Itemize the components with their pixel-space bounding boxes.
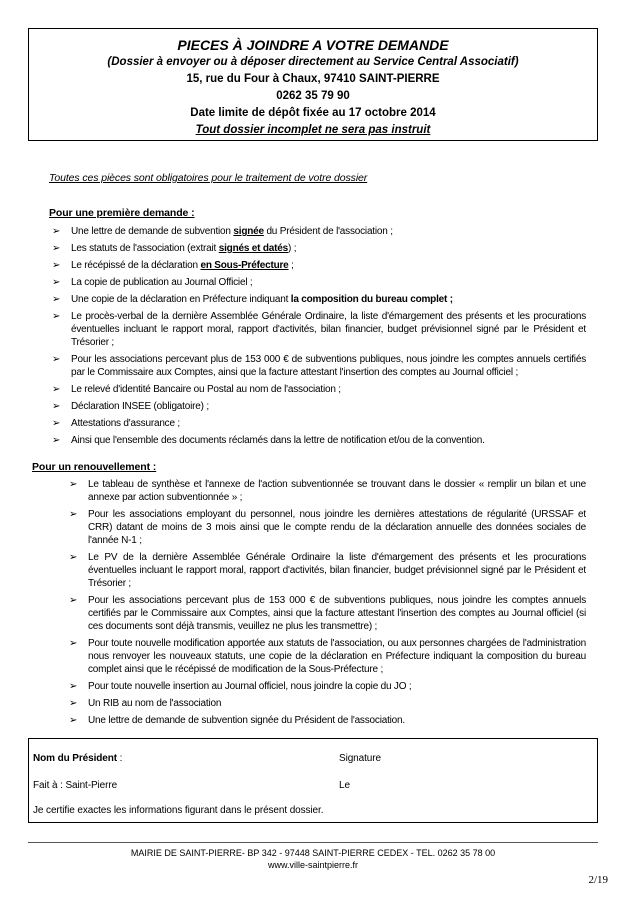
arrow-bullet-icon: ➢ [52, 260, 61, 271]
arrow-bullet-icon: ➢ [52, 311, 61, 322]
list-item [69, 714, 586, 727]
item-emphasis: en Sous-Préfecture [200, 260, 289, 271]
item-emphasis: signés et datés [218, 243, 288, 254]
item-text-end: du Président de l'association ; [263, 226, 393, 237]
made-at-label: Fait à : Saint-Pierre [33, 780, 118, 791]
signature-label: Signature [339, 753, 381, 764]
list-item [69, 508, 586, 547]
arrow-bullet-icon: ➢ [69, 715, 78, 726]
header-deadline: Date limite de dépôt fixée au 17 octobre 2014 [190, 107, 436, 119]
arrow-bullet-icon: ➢ [69, 552, 78, 563]
footer-website: www.ville-saintpierre.fr [267, 860, 359, 870]
item-text: Ainsi que l'ensemble des documents réclamés dans la lettre de notification et/ou de la convention. [71, 435, 485, 446]
item-text-end: ; [288, 260, 294, 271]
item-text: Le PV de la dernière Assemblée Générale Ordinaire la liste d'émargement des présents et les procurations éventuelles incluant le rapport moral, rapport d'activités, bilan financier, budget prévisionnel signé par le Président et Trésorier ; [88, 552, 586, 589]
arrow-bullet-icon: ➢ [52, 418, 61, 429]
list-item [52, 293, 586, 306]
arrow-bullet-icon: ➢ [69, 509, 78, 520]
header-box [28, 28, 598, 141]
list-item [52, 310, 586, 349]
item-text: Le récépissé de la déclaration [71, 260, 201, 271]
president-colon: : [116, 753, 123, 764]
intro-text: Toutes ces pièces sont obligatoires pour le traitement de votre dossier [49, 172, 368, 184]
item-emphasis: signée [233, 226, 264, 237]
arrow-bullet-icon: ➢ [52, 294, 61, 305]
date-label: Le [339, 780, 350, 791]
item-text: Le procès-verbal de la dernière Assemblée Générale Ordinaire, la liste d'émargement des présents et les procurations éventuelles incluant le rapport moral, rapport d'activités, bilan financier, budget prévisionnel signé par le Président et Trésorier ; [71, 311, 586, 348]
list-item [69, 478, 586, 504]
item-text: Attestations d'assurance ; [71, 418, 180, 429]
list-item [52, 276, 586, 289]
item-text: Le relevé d'identité Bancaire ou Postal au nom de l'association ; [71, 384, 341, 395]
renewal-list [69, 478, 586, 731]
page-number: 2/19 [588, 874, 608, 886]
list-item [69, 637, 586, 676]
arrow-bullet-icon: ➢ [52, 435, 61, 446]
item-text: Une lettre de demande de subvention [71, 226, 234, 237]
item-emphasis: la composition du bureau complet ; [290, 294, 453, 305]
list-item [52, 400, 586, 413]
footer-address: MAIRIE DE SAINT-PIERRE- BP 342 - 97448 SAINT-PIERRE CEDEX - TEL. 0262 35 78 00 [130, 848, 496, 858]
arrow-bullet-icon: ➢ [52, 243, 61, 254]
item-text-end: ) ; [287, 243, 297, 254]
list-item [69, 680, 586, 693]
list-item [52, 383, 586, 396]
signature-box [28, 738, 598, 823]
arrow-bullet-icon: ➢ [69, 638, 78, 649]
item-text: Pour les associations employant du personnel, nous joindre les dernières attestations de régularité (URSSAF et CRR) datant de moins de 3 mois ainsi que le compte rendu de la déclaration annuelle des données sociales de l'année N-1 ; [88, 509, 586, 546]
arrow-bullet-icon: ➢ [52, 354, 61, 365]
item-text: Une lettre de demande de subvention signée du Président de l'association. [88, 715, 405, 726]
list-item [52, 434, 586, 447]
item-text: Une copie de la déclaration en Préfecture indiquant [71, 294, 291, 305]
list-item [52, 353, 586, 379]
arrow-bullet-icon: ➢ [52, 384, 61, 395]
item-text: Un RIB au nom de l'association [88, 698, 222, 709]
header-subtitle: (Dossier à envoyer ou à déposer directement au Service Central Associatif) [107, 56, 519, 68]
item-text: Le tableau de synthèse et l'annexe de l'action subventionnée se trouvant dans le dossier « remplir un bilan et une annexe par action subventionnée » ; [88, 479, 586, 503]
arrow-bullet-icon: ➢ [69, 698, 78, 709]
header-warning: Tout dossier incomplet ne sera pas instruit [195, 124, 431, 136]
page-title: PIECES À JOINDRE A VOTRE DEMANDE [177, 37, 449, 53]
first-request-list [52, 225, 586, 451]
list-item [52, 259, 586, 272]
certify-text: Je certifie exactes les informations figurant dans le présent dossier. [33, 805, 324, 816]
list-item [69, 697, 586, 710]
list-item [52, 417, 586, 430]
list-item [52, 225, 586, 238]
president-row [33, 753, 593, 764]
made-at-row [33, 780, 593, 791]
arrow-bullet-icon: ➢ [52, 226, 61, 237]
arrow-bullet-icon: ➢ [52, 277, 61, 288]
renewal-heading: Pour un renouvellement : [32, 461, 157, 473]
arrow-bullet-icon: ➢ [52, 401, 61, 412]
header-phone: 0262 35 79 90 [276, 90, 350, 102]
arrow-bullet-icon: ➢ [69, 595, 78, 606]
first-request-heading: Pour une première demande : [49, 207, 195, 219]
item-text: La copie de publication au Journal Officiel ; [71, 277, 253, 288]
arrow-bullet-icon: ➢ [69, 479, 78, 490]
item-text: Déclaration INSEE (obligatoire) ; [71, 401, 209, 412]
item-text: Pour les associations percevant plus de 153 000 € de subventions publiques, nous joindre les comptes annuels certifiés par le Commissaire aux Comptes, ainsi que la facture attestant l'insertion des comptes au Journal officiel ; [71, 354, 586, 378]
president-label: Nom du Président [33, 753, 117, 764]
item-text: Pour toute nouvelle insertion au Journal officiel, nous joindre la copie du JO ; [88, 681, 412, 692]
list-item [69, 551, 586, 590]
item-text: Pour les associations percevant plus de 153 000 € de subventions publiques, nous joindre les comptes annuels certifiés par le Commissaire aux Comptes, ainsi que la facture attestant l'insertion des comptes au Journal officiel (si ces documents sont déjà transmis, veuillez ne plus les transmettre) ; [88, 595, 586, 632]
list-item [52, 242, 586, 255]
item-text: Les statuts de l'association (extrait [71, 243, 219, 254]
arrow-bullet-icon: ➢ [69, 681, 78, 692]
item-text: Pour toute nouvelle modification apportée aux statuts de l'association, ou aux personnes chargées de l'administration nous renvoyer les nouveaux statuts, une copie de la déclaration en Préfecture indiquant la composition du bureau complet ainsi que le récépissé de modification de la Sous-Préfecture ; [88, 638, 586, 675]
footer-divider [28, 842, 598, 843]
list-item [69, 594, 586, 633]
header-address: 15, rue du Four à Chaux, 97410 SAINT-PIERRE [186, 73, 440, 85]
